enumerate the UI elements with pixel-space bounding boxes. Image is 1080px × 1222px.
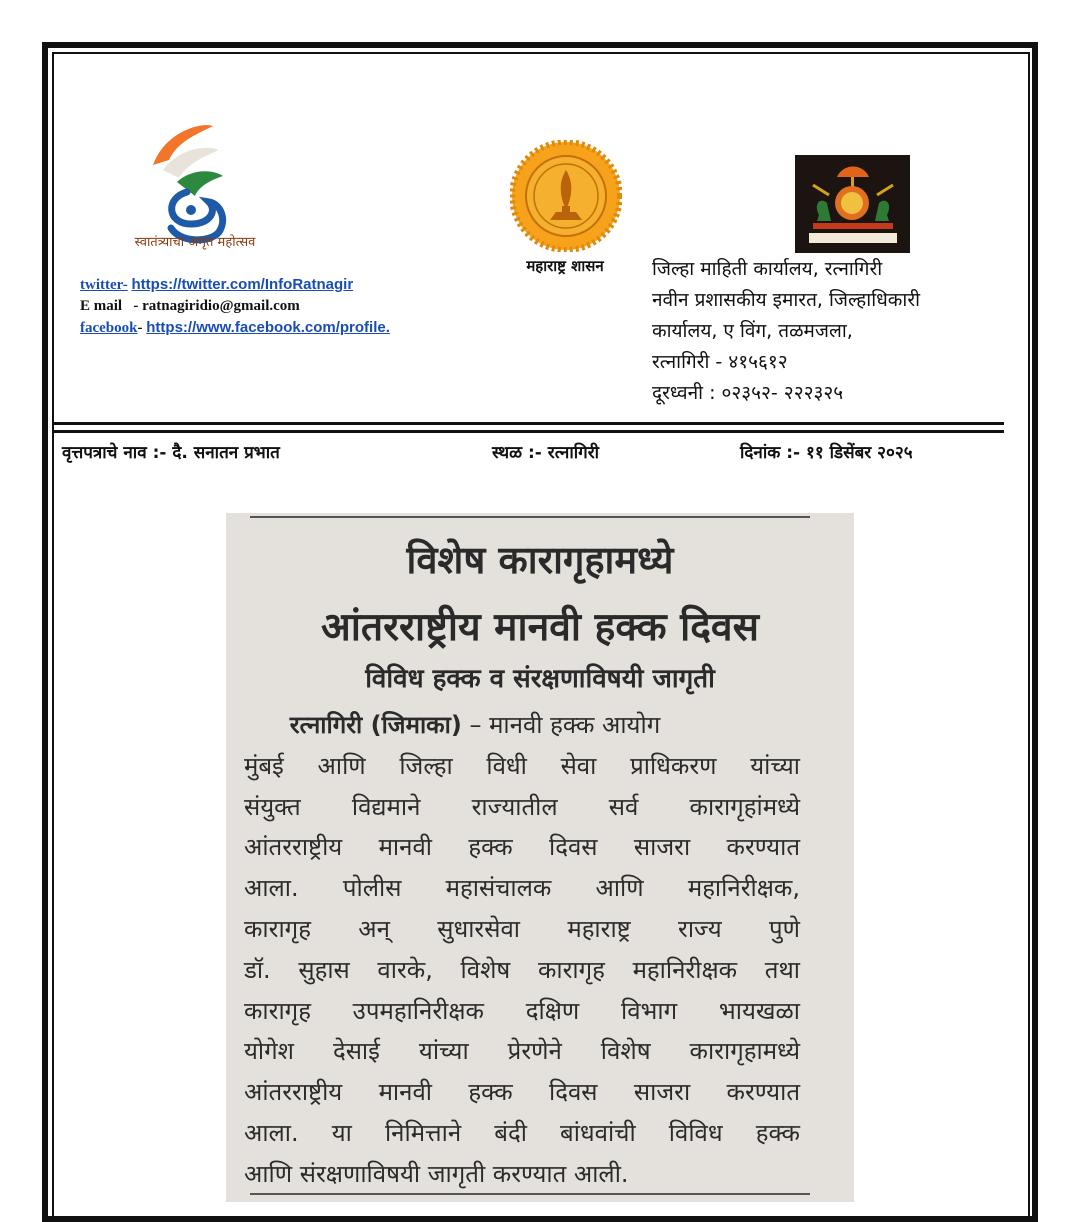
district-emblem-icon bbox=[795, 155, 910, 253]
header-divider bbox=[52, 430, 1004, 433]
email-separator: - bbox=[133, 298, 139, 314]
maharashtra-seal-icon bbox=[510, 140, 622, 252]
body-line: डॉ. सुहास वारके, विशेष कारागृह महानिरीक्षक तथा bbox=[244, 955, 800, 984]
district-emblem bbox=[795, 155, 910, 253]
email-address[interactable]: ratnagiridio@gmail.com bbox=[142, 298, 300, 314]
facebook-link[interactable]: https://www.facebook.com/profile. bbox=[146, 319, 390, 336]
place-name: स्थळ :- रत्नागिरी bbox=[492, 443, 600, 463]
body-line: आला. पोलीस महासंचालक आणि महानिरीक्षक, bbox=[244, 874, 800, 903]
body-line: मुंबई आणि जिल्हा विधी सेवा प्राधिकरण यांच्या bbox=[244, 751, 800, 780]
facebook-line bbox=[80, 317, 390, 339]
facebook-label[interactable]: facebook bbox=[80, 320, 138, 336]
body-line: संयुक्त विद्यमाने राज्यातील सर्व कारागृहांमध्ये bbox=[244, 792, 800, 821]
clipping-top-rule bbox=[250, 516, 810, 518]
twitter-label[interactable]: twitter- bbox=[80, 277, 128, 293]
address-line: जिल्हा माहिती कार्यालय, रत्नागिरी bbox=[652, 258, 883, 280]
header-divider bbox=[52, 422, 1004, 425]
body-line: कारागृह उपमहानिरीक्षक दक्षिण विभाग भायखळा bbox=[244, 996, 800, 1025]
clipping-bottom-rule bbox=[250, 1193, 810, 1195]
body-line: आंतरराष्ट्रीय मानवी हक्क दिवस साजरा करण्यात bbox=[244, 1078, 800, 1107]
email-label: E mail bbox=[80, 298, 123, 314]
newspaper-name: वृत्तपत्राचे नाव :- दै. सनातन प्रभात bbox=[62, 443, 280, 463]
clipping-subheadline: विविध हक्क व संरक्षणाविषयी जागृती bbox=[365, 664, 715, 694]
clipping-body bbox=[244, 705, 800, 1195]
body-line bbox=[244, 705, 800, 746]
office-address bbox=[652, 254, 920, 409]
clipping-headline: आंतरराष्ट्रीय मानवी हक्क दिवस bbox=[321, 605, 759, 650]
amrit-mahotsav-caption: स्वातंत्र्याचा अमृत महोत्सव bbox=[134, 235, 256, 250]
twitter-link[interactable]: https://twitter.com/InfoRatnagir bbox=[131, 276, 354, 293]
body-line: आंतरराष्ट्रीय मानवी हक्क दिवस साजरा करण्यात bbox=[244, 833, 800, 862]
body-line: आला. या निमित्ताने बंदी बांधवांची विविध हक्क bbox=[244, 1118, 800, 1147]
newspaper-clipping bbox=[226, 513, 854, 1202]
publication-date: दिनांक :- ११ डिसेंबर २०२५ bbox=[740, 443, 913, 463]
address-line: नवीन प्रशासकीय इमारत, जिल्हाधिकारी bbox=[652, 289, 921, 311]
maharashtra-shasan-caption: महाराष्ट्र शासन bbox=[526, 257, 604, 275]
body-line: योगेश देसाई यांच्या प्रेरणेने विशेष कारागृहामध्ये bbox=[244, 1037, 800, 1066]
clipping-headline: विशेष कारागृहामध्ये bbox=[406, 538, 674, 582]
body-line: कारागृह अन् सुधारसेवा महाराष्ट्र राज्य पुणे bbox=[244, 914, 800, 943]
body-line: आणि संरक्षणाविषयी जागृती करण्यात आली. bbox=[244, 1159, 629, 1188]
contact-info bbox=[80, 274, 390, 339]
facebook-separator: - bbox=[137, 320, 143, 336]
clipping-dateline: रत्नागिरी (जिमाका) bbox=[289, 711, 462, 739]
body-text: – मानवी हक्क आयोग bbox=[469, 711, 661, 739]
address-line: कार्यालय, ए विंग, तळमजला, bbox=[652, 320, 853, 342]
email-line bbox=[80, 296, 390, 317]
address-line: रत्नागिरी - ४१५६१२ bbox=[652, 351, 788, 373]
twitter-line bbox=[80, 274, 390, 296]
phone-line: दूरध्वनी : ०२३५२- २२२३२५ bbox=[652, 382, 844, 404]
